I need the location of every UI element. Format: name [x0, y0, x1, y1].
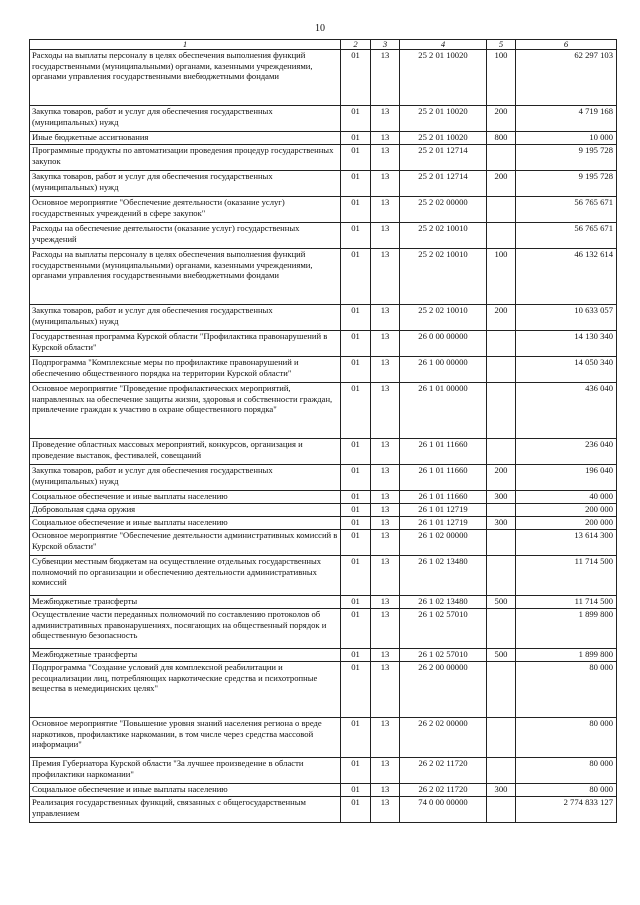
cell-name: Основное мероприятие "Обеспечение деятельности (оказание услуг) государственных учреждений в сфере закупок": [30, 197, 341, 223]
cell-name: Государственная программа Курской области "Профилактика правонарушений в Курской области": [30, 331, 341, 357]
cell-sum: 236 040: [516, 439, 617, 465]
cell-rz: 01: [341, 171, 371, 197]
table-row: [30, 383, 617, 439]
cell-csr: 26 1 01 12719: [400, 517, 487, 530]
cell-vr: 800: [487, 132, 516, 145]
header-col-3: 3: [371, 40, 400, 50]
cell-sum: 1 899 800: [516, 609, 617, 649]
cell-vr: 200: [487, 171, 516, 197]
cell-name: Основное мероприятие "Обеспечение деятельности административных комиссий в Курской области": [30, 530, 341, 556]
cell-csr: 25 2 01 12714: [400, 145, 487, 171]
cell-name: Межбюджетные трансферты: [30, 596, 341, 609]
cell-csr: 26 1 01 11660: [400, 465, 487, 491]
cell-csr: 25 2 02 00000: [400, 197, 487, 223]
cell-pr: 13: [371, 556, 400, 596]
cell-pr: 13: [371, 249, 400, 305]
cell-name: Основное мероприятие "Повышение уровня знаний населения региона о вреде наркотиков, профилактике наркомании, в том числе через средства массовой информации": [30, 718, 341, 758]
cell-rz: 01: [341, 357, 371, 383]
cell-rz: 01: [341, 556, 371, 596]
table-row: [30, 132, 617, 145]
cell-rz: 01: [341, 797, 371, 823]
cell-rz: 01: [341, 223, 371, 249]
cell-name: Реализация государственных функций, связанных с общегосударственным управлением: [30, 797, 341, 823]
cell-rz: 01: [341, 439, 371, 465]
cell-pr: 13: [371, 517, 400, 530]
cell-rz: 01: [341, 145, 371, 171]
cell-sum: 13 614 300: [516, 530, 617, 556]
cell-vr: 100: [487, 50, 516, 106]
cell-sum: 11 714 500: [516, 596, 617, 609]
cell-csr: 26 1 02 13480: [400, 556, 487, 596]
cell-csr: 26 1 02 57010: [400, 609, 487, 649]
table-row: [30, 758, 617, 784]
cell-csr: 25 2 02 10010: [400, 305, 487, 331]
cell-vr: [487, 718, 516, 758]
table-row: [30, 491, 617, 504]
page-number: 10: [315, 23, 325, 34]
cell-pr: 13: [371, 439, 400, 465]
cell-sum: 40 000: [516, 491, 617, 504]
cell-name: Закупка товаров, работ и услуг для обеспечения государственных (муниципальных) нужд: [30, 305, 341, 331]
table-row: [30, 145, 617, 171]
table-row: [30, 504, 617, 517]
cell-sum: 10 633 057: [516, 305, 617, 331]
cell-name: Межбюджетные трансферты: [30, 649, 341, 662]
cell-vr: [487, 504, 516, 517]
cell-csr: 25 2 02 10010: [400, 249, 487, 305]
cell-pr: 13: [371, 662, 400, 718]
cell-vr: 300: [487, 491, 516, 504]
cell-name: Закупка товаров, работ и услуг для обеспечения государственных (муниципальных) нужд: [30, 465, 341, 491]
cell-sum: 196 040: [516, 465, 617, 491]
header-col-6: 6: [516, 40, 617, 50]
cell-csr: 25 2 02 10010: [400, 223, 487, 249]
cell-csr: 26 2 02 11720: [400, 758, 487, 784]
table-row: [30, 517, 617, 530]
table-row: [30, 596, 617, 609]
cell-pr: 13: [371, 357, 400, 383]
cell-sum: 2 774 833 127: [516, 797, 617, 823]
cell-csr: 26 1 01 11660: [400, 491, 487, 504]
table-row: [30, 465, 617, 491]
table-row: [30, 50, 617, 106]
cell-vr: [487, 609, 516, 649]
table-row: [30, 797, 617, 823]
cell-pr: 13: [371, 197, 400, 223]
cell-pr: 13: [371, 491, 400, 504]
cell-rz: 01: [341, 662, 371, 718]
cell-pr: 13: [371, 530, 400, 556]
cell-sum: 200 000: [516, 504, 617, 517]
cell-name: Расходы на выплаты персоналу в целях обеспечения выполнения функций государственными (муниципальными) органами, казенными учреждениями, органами управления государственными внебюджетными фондами: [30, 50, 341, 106]
cell-csr: 26 1 01 00000: [400, 383, 487, 439]
cell-vr: 100: [487, 249, 516, 305]
header-col-5: 5: [487, 40, 516, 50]
cell-sum: 80 000: [516, 784, 617, 797]
header-col-2: 2: [341, 40, 371, 50]
cell-pr: 13: [371, 758, 400, 784]
cell-name: Осуществление части переданных полномочий по составлению протоколов об административных правонарушениях, посягающих на общественный порядок и общественную безопасность: [30, 609, 341, 649]
cell-rz: 01: [341, 784, 371, 797]
cell-csr: 25 2 01 10020: [400, 106, 487, 132]
cell-vr: [487, 223, 516, 249]
cell-csr: 26 0 00 00000: [400, 331, 487, 357]
cell-vr: [487, 331, 516, 357]
cell-name: Закупка товаров, работ и услуг для обеспечения государственных (муниципальных) нужд: [30, 106, 341, 132]
cell-name: Подпрограмма "Комплексные меры по профилактике правонарушений и обеспечению общественного порядка на территории Курской области": [30, 357, 341, 383]
cell-pr: 13: [371, 305, 400, 331]
cell-sum: 436 040: [516, 383, 617, 439]
cell-rz: 01: [341, 649, 371, 662]
table-row: [30, 609, 617, 649]
header-col-4: 4: [400, 40, 487, 50]
table-row: [30, 106, 617, 132]
cell-pr: 13: [371, 609, 400, 649]
cell-name: Расходы на выплаты персоналу в целях обеспечения выполнения функций государственными (муниципальными) органами, казенными учреждениями, органами управления государственными внебюджетными фондами: [30, 249, 341, 305]
cell-vr: [487, 530, 516, 556]
cell-sum: 9 195 728: [516, 145, 617, 171]
table-row: [30, 784, 617, 797]
table-row: [30, 718, 617, 758]
cell-csr: 26 2 02 00000: [400, 718, 487, 758]
cell-pr: 13: [371, 145, 400, 171]
cell-name: Основное мероприятие "Проведение профилактических мероприятий, направленных на обеспечение защиты жизни, здоровья и собственности граждан, привлечение граждан к участию в охране общественного порядка": [30, 383, 341, 439]
cell-csr: 26 1 00 00000: [400, 357, 487, 383]
cell-rz: 01: [341, 197, 371, 223]
cell-vr: [487, 662, 516, 718]
cell-pr: 13: [371, 171, 400, 197]
cell-sum: 1 899 800: [516, 649, 617, 662]
cell-pr: 13: [371, 797, 400, 823]
cell-rz: 01: [341, 758, 371, 784]
cell-pr: 13: [371, 649, 400, 662]
table-row: [30, 556, 617, 596]
cell-rz: 01: [341, 383, 371, 439]
cell-sum: 56 765 671: [516, 223, 617, 249]
table-row: [30, 197, 617, 223]
cell-pr: 13: [371, 596, 400, 609]
cell-rz: 01: [341, 530, 371, 556]
cell-sum: 80 000: [516, 718, 617, 758]
table-row: [30, 223, 617, 249]
cell-sum: 80 000: [516, 662, 617, 718]
table-row: [30, 357, 617, 383]
cell-rz: 01: [341, 50, 371, 106]
cell-name: Субвенции местным бюджетам на осуществление отдельных государственных полномочий по организации и обеспечению деятельности административных комиссий: [30, 556, 341, 596]
cell-csr: 74 0 00 00000: [400, 797, 487, 823]
cell-pr: 13: [371, 50, 400, 106]
cell-pr: 13: [371, 718, 400, 758]
cell-pr: 13: [371, 784, 400, 797]
table-row: [30, 305, 617, 331]
cell-rz: 01: [341, 609, 371, 649]
cell-sum: 46 132 614: [516, 249, 617, 305]
cell-csr: 25 2 01 12714: [400, 171, 487, 197]
cell-name: Подпрограмма "Создание условий для комплексной реабилитации и ресоциализации лиц, потребляющих наркотические средства и психотропные вещества в немедицинских целях": [30, 662, 341, 718]
cell-vr: 500: [487, 649, 516, 662]
cell-name: Иные бюджетные ассигнования: [30, 132, 341, 145]
cell-csr: 26 1 02 13480: [400, 596, 487, 609]
budget-table: [29, 39, 617, 823]
cell-sum: 4 719 168: [516, 106, 617, 132]
cell-sum: 11 714 500: [516, 556, 617, 596]
cell-vr: 300: [487, 517, 516, 530]
cell-name: Добровольная сдача оружия: [30, 504, 341, 517]
cell-name: Премия Губернатора Курской области "За лучшее произведение в области профилактики наркомании": [30, 758, 341, 784]
cell-vr: [487, 145, 516, 171]
cell-rz: 01: [341, 331, 371, 357]
cell-vr: 200: [487, 106, 516, 132]
cell-csr: 26 1 01 11660: [400, 439, 487, 465]
cell-rz: 01: [341, 132, 371, 145]
cell-pr: 13: [371, 106, 400, 132]
cell-csr: 26 1 02 00000: [400, 530, 487, 556]
cell-rz: 01: [341, 596, 371, 609]
cell-rz: 01: [341, 106, 371, 132]
cell-vr: 200: [487, 465, 516, 491]
cell-name: Социальное обеспечение и иные выплаты населению: [30, 517, 341, 530]
cell-name: Расходы на обеспечение деятельности (оказание услуг) государственных учреждений: [30, 223, 341, 249]
cell-name: Проведение областных массовых мероприятий, конкурсов, организация и проведение выставок, фестивалей, совещаний: [30, 439, 341, 465]
cell-vr: [487, 439, 516, 465]
cell-vr: [487, 197, 516, 223]
cell-vr: 300: [487, 784, 516, 797]
table-row: [30, 249, 617, 305]
cell-name: Закупка товаров, работ и услуг для обеспечения государственных (муниципальных) нужд: [30, 171, 341, 197]
cell-csr: 25 2 01 10020: [400, 50, 487, 106]
cell-pr: 13: [371, 465, 400, 491]
table-row: [30, 331, 617, 357]
table-row: [30, 662, 617, 718]
cell-rz: 01: [341, 249, 371, 305]
cell-sum: 9 195 728: [516, 171, 617, 197]
cell-name: Социальное обеспечение и иные выплаты населению: [30, 784, 341, 797]
cell-csr: 26 1 01 12719: [400, 504, 487, 517]
cell-rz: 01: [341, 504, 371, 517]
cell-sum: 200 000: [516, 517, 617, 530]
cell-pr: 13: [371, 504, 400, 517]
cell-name: Социальное обеспечение и иные выплаты населению: [30, 491, 341, 504]
cell-vr: 500: [487, 596, 516, 609]
cell-pr: 13: [371, 223, 400, 249]
cell-pr: 13: [371, 132, 400, 145]
cell-vr: [487, 383, 516, 439]
cell-csr: 26 2 02 11720: [400, 784, 487, 797]
cell-sum: 10 000: [516, 132, 617, 145]
cell-sum: 14 050 340: [516, 357, 617, 383]
cell-sum: 56 765 671: [516, 197, 617, 223]
header-col-1: 1: [30, 40, 341, 50]
cell-vr: [487, 556, 516, 596]
cell-pr: 13: [371, 383, 400, 439]
table-row: [30, 649, 617, 662]
table-row: [30, 530, 617, 556]
cell-name: Программные продукты по автоматизации проведения процедур государственных закупок: [30, 145, 341, 171]
cell-csr: 26 1 02 57010: [400, 649, 487, 662]
table-row: [30, 439, 617, 465]
cell-vr: [487, 797, 516, 823]
cell-rz: 01: [341, 517, 371, 530]
cell-vr: 200: [487, 305, 516, 331]
cell-rz: 01: [341, 305, 371, 331]
cell-csr: 25 2 01 10020: [400, 132, 487, 145]
table-row: [30, 171, 617, 197]
cell-csr: 26 2 00 00000: [400, 662, 487, 718]
cell-rz: 01: [341, 718, 371, 758]
cell-pr: 13: [371, 331, 400, 357]
cell-rz: 01: [341, 465, 371, 491]
cell-sum: 14 130 340: [516, 331, 617, 357]
cell-rz: 01: [341, 491, 371, 504]
cell-vr: [487, 758, 516, 784]
cell-sum: 80 000: [516, 758, 617, 784]
cell-sum: 62 297 103: [516, 50, 617, 106]
header-row: [30, 40, 617, 50]
cell-vr: [487, 357, 516, 383]
